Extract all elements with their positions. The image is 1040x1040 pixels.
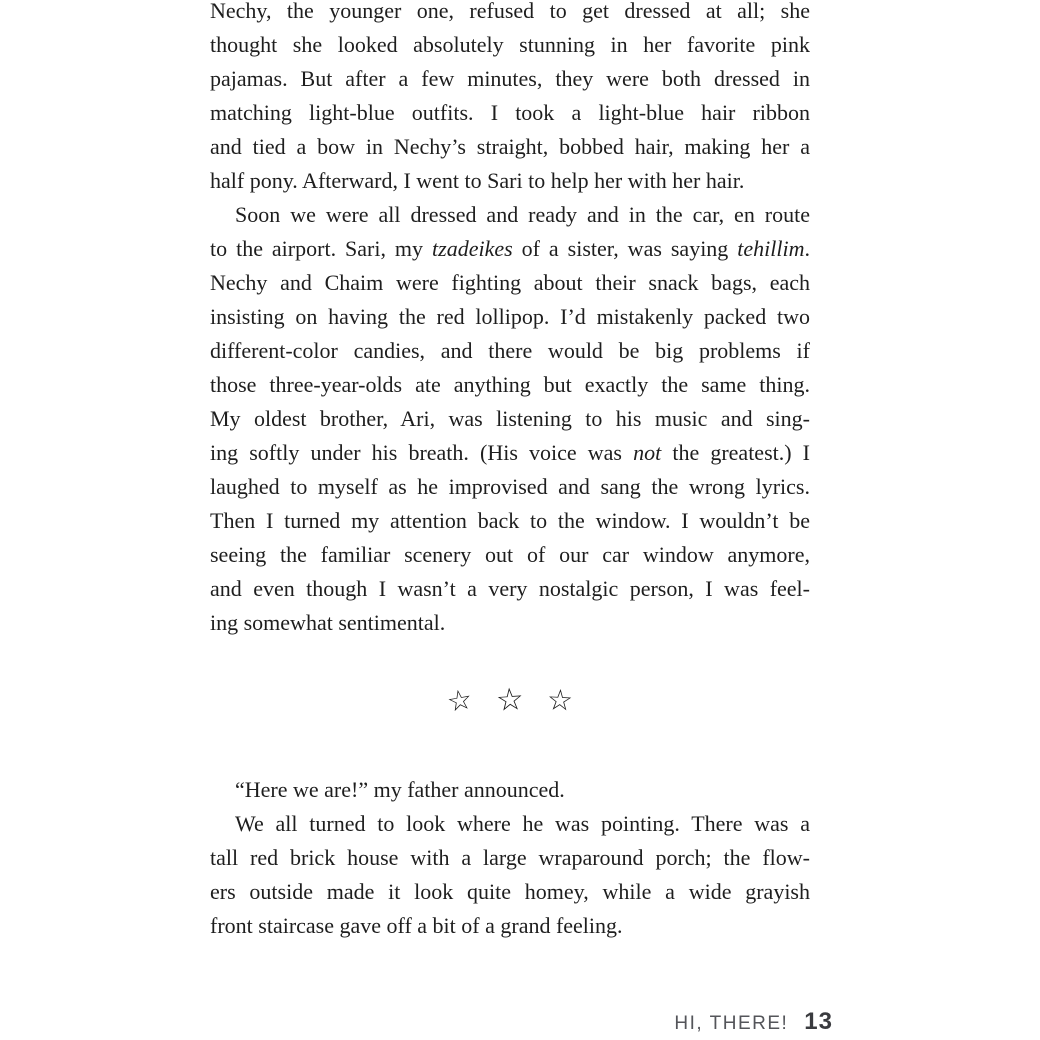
text-line: and tied a bow in Nechy’s straight, bobbed hair, making her a (210, 134, 810, 159)
text-line: and even though I wasn’t a very nostalgic person, I was feel- (210, 576, 810, 601)
star-icon: ☆ (443, 681, 475, 719)
text-line: matching light-blue outfits. I took a light-blue hair ribbon (210, 100, 810, 125)
text-line: ing somewhat sentimental. (210, 610, 446, 635)
text-line: insisting on having the red lollipop. I’d mistakenly packed two (210, 304, 810, 329)
text-line: tall red brick house with a large wraparound porch; the flow- (210, 845, 810, 870)
text-line: Nechy and Chaim were fighting about their snack bags, each (210, 270, 810, 295)
text-line: half pony. Afterward, I went to Sari to help her with her hair. (210, 168, 745, 193)
footer-page-number: 13 (804, 1008, 833, 1035)
text-line: laughed to myself as he improvised and sang the wrong lyrics. (210, 474, 810, 499)
running-footer (674, 1008, 833, 1036)
star-icon: ☆ (546, 682, 575, 718)
body-text-top (210, 0, 810, 640)
text-line: Soon we were all dressed and ready and in the car, en route (235, 202, 810, 227)
text-line: ing softly under his breath. (His voice was not the greatest.) I (210, 440, 811, 465)
scene-break (210, 670, 810, 730)
text-line: Then I turned my attention back to the window. I wouldn’t be (210, 508, 810, 533)
star-icon: ☆ (494, 681, 525, 719)
text-line: Nechy, the younger one, refused to get dressed at all; she (210, 0, 810, 23)
text-line: My oldest brother, Ari, was listening to his music and sing- (210, 406, 810, 431)
text-line: those three-year-olds ate anything but exactly the same thing. (210, 372, 810, 397)
text-line: We all turned to look where he was pointing. There was a (235, 811, 810, 836)
body-text-bottom (210, 773, 810, 943)
text-line: to the airport. Sari, my tzadeikes of a sister, was saying tehillim. (210, 236, 810, 261)
text-line: pajamas. But after a few minutes, they were both dressed in (210, 66, 810, 91)
text-line: ers outside made it look quite homey, while a wide grayish (210, 879, 810, 904)
footer-chapter-label: HI, THERE! (674, 1013, 789, 1034)
text-line: thought she looked absolutely stunning in her favorite pink (210, 32, 810, 57)
text-line: front staircase gave off a bit of a grand feeling. (210, 913, 623, 938)
text-line: “Here we are!” my father announced. (235, 777, 565, 802)
text-line: different-color candies, and there would be big problems if (210, 338, 810, 363)
text-line: seeing the familiar scenery out of our car window anymore, (210, 542, 810, 567)
